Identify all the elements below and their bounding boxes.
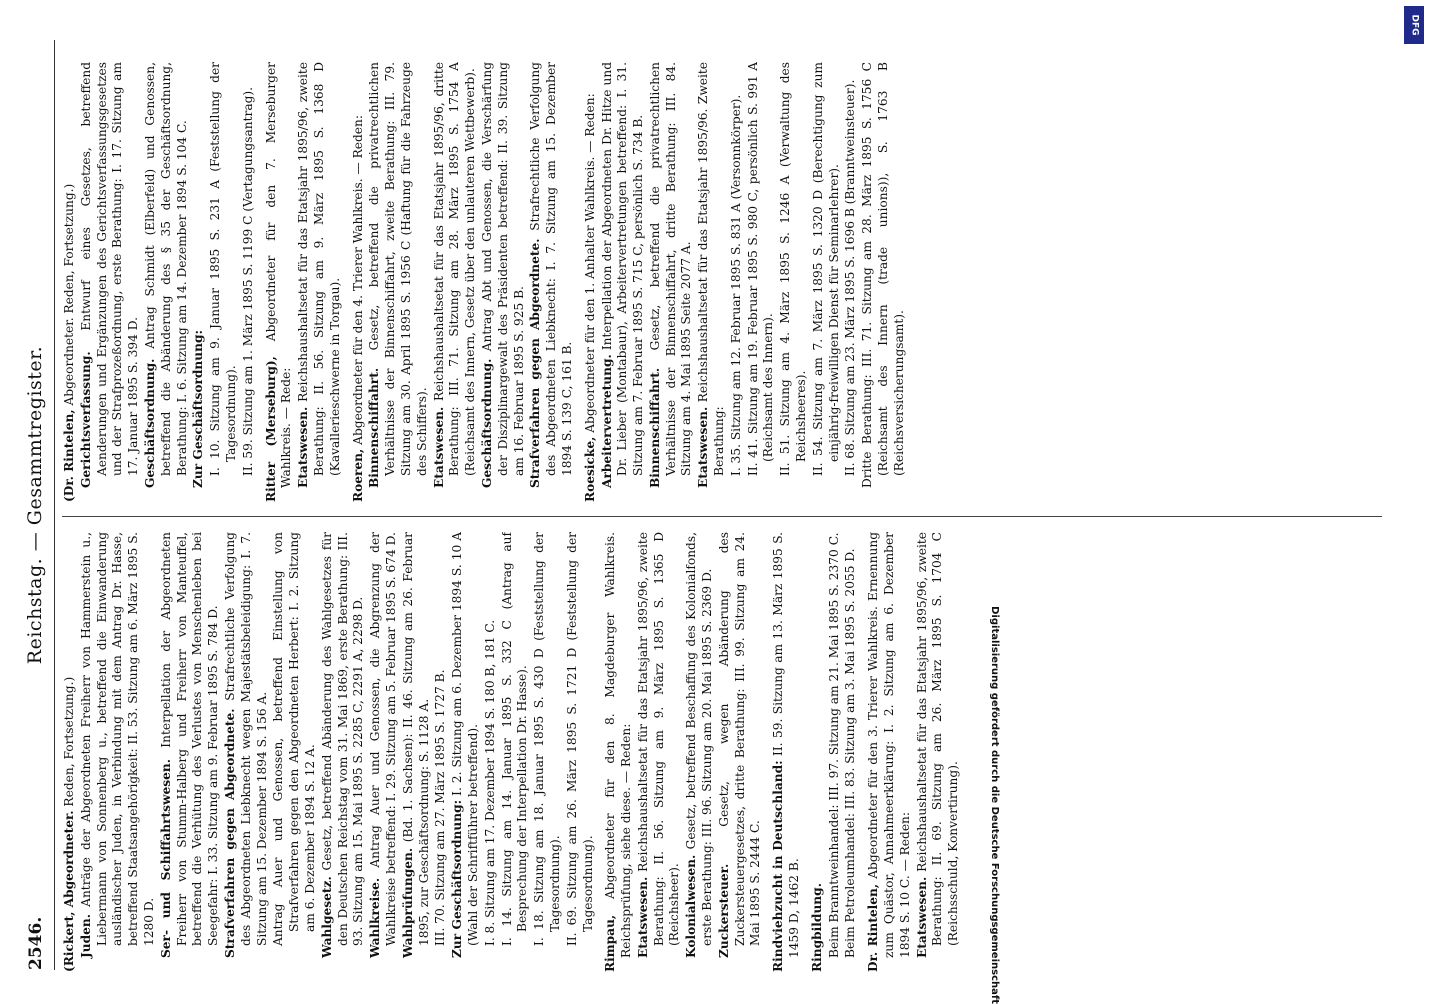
entry-heading: Ritter (Merseburg), (263, 356, 278, 502)
entry-text: III. 70. Sitzung am 27. März 1895 S. 1727 B. (433, 669, 448, 946)
entry-heading: Etatswesen. (914, 876, 929, 958)
entry-text: Reden, Fortsetzung.) (62, 676, 76, 807)
register-entry (79, 532, 158, 972)
register-entry (450, 532, 482, 972)
entry-text: I. 35. Sitzung am 12. Februar 1895 S. 831 A (Versonnkörper). (728, 94, 743, 476)
entry-text: II. 59. Sitzung am 1. März 1895 S. 1199 C (Vertagungsantrag). (240, 86, 255, 476)
entry-heading: Gerichtsverfassung. (78, 351, 93, 488)
entry-text: Abgeordneter für den 4. Trierer Wahlkreis. — Reden: (350, 115, 365, 445)
entry-text: I. 14. Sitzung am 14. Januar 1895 S. 332 C (Antrag auf Besprechung der Interpellation Dr. Hasse). (499, 532, 530, 946)
entry-heading: Strafverfahren gegen Abgeordnete. (528, 238, 543, 488)
register-entry (696, 62, 728, 502)
register-entry (483, 532, 499, 972)
entry-text: II. 54. Sitzung am 7. März 1895 S. 1320 D (Berechtigung zum einjährig-freiwilligen Dienst für Seminarlehrer). (810, 62, 841, 476)
register-entry (191, 62, 207, 502)
entry-heading: Kolonialwesen. (684, 854, 699, 958)
register-entry (636, 532, 683, 972)
register-entry (401, 532, 433, 972)
register-entry (159, 532, 222, 972)
register-entry (684, 532, 716, 972)
scanned-page (10, 10, 1402, 1000)
entry-heading: Wahlprüfungen. (400, 847, 415, 958)
register-entry (603, 532, 635, 972)
entry-text: Abgeordneter für den 3. Trierer Wahlkreis. Ernennung zum Quästor, Annahmeerklärung: I. 2. Sitzung am 6. Dezember 1894 S. 10 C. — Reden: (866, 532, 912, 958)
register-entry (480, 62, 527, 502)
entry-text: Abgeordneter für den 7. Merseburger Wahlkreis. — Rede: (263, 62, 294, 488)
entry-text: Abgeordneter für den 8. Magdeburger Wahlkreis. Reichsprüfung, siehe diese. — Reden: (603, 532, 634, 958)
entry-text: Reichshaushaltsetat für das Etatsjahr 1895/96. Zweite Berathung: (696, 62, 727, 476)
register-entry (810, 532, 826, 972)
entry-text: Reichshaushaltsetat für das Etatsjahr 1895/96, zweite Berathung: II. 69. Sitzung am 26. März 1895 S. 1704 C (Reichsschuld, Konvertirung). (914, 532, 961, 946)
register-entry (729, 62, 745, 502)
entry-text: Beim Petroleumhandel: III. 83. Sitzung am 3. Mai 1895 S. 2055 D. (843, 548, 858, 958)
register-entry (500, 532, 532, 972)
register-entry (432, 62, 479, 502)
digitization-note: Digitalisierung gefördert durch die Deutsche Forschungsgemeinschaft (989, 606, 1000, 1004)
register-entry (827, 532, 843, 972)
entry-heading: Binnenschiffahrt. (367, 367, 382, 488)
register-entry (367, 62, 430, 502)
entry-text: Gesetz, betreffend Beschaffung des Kolonialfonds, erste Berathung: III. 96. Sitzung am 20. Mai 1895 S. 2369 D. (684, 532, 715, 946)
register-entry (811, 62, 843, 502)
register-entry (320, 532, 367, 972)
entry-text: I. 10. Sitzung am 9. Januar 1895 S. 231 A (Feststellung der Tagesordnung). (208, 62, 238, 476)
entry-text: Antrag Schmidt (Elberfeld) und Genossen, betreffend die Abänderung des § 35 der Geschäftsordnung, Berathung: I. 6. Sitzung am 14. Dezember 1894 S. 104 C. (142, 62, 189, 476)
register-entry (778, 62, 810, 502)
entry-text: Gesetz, betreffend die privatrechtlichen Verhältnisse der Binnenschiffahrt, dritte Berathung: III. 84. Sitzung am 4. Mai 1895 Seite 2077 A. (647, 62, 694, 476)
register-entry (79, 62, 142, 502)
column-divider (62, 516, 1382, 517)
entry-text: Strafrechtliche Verfolgung des Abgeordneten Liebknecht wegen Majestätsbeleidigung: I. 7. Sitzung am 15. Dezember 1894 S. 156 A. (222, 532, 269, 946)
entry-heading: Etatswesen. (296, 406, 311, 488)
entry-text: II. 59. Sitzung am 13. März 1895 S. 1459 D, 1462 B. (771, 532, 802, 958)
entry-text: Antrag Abt und Genossen, die Verschärfung der Disziplinargewalt des Präsidenten betreffend: II. 39. Sitzung am 16. Februar 1895 S. 925 B. (479, 62, 526, 476)
register-entry (843, 532, 859, 972)
entry-text: I. 8. Sitzung am 17. Dezember 1894 S. 180 B, 181 C. (482, 619, 497, 946)
register-entry (208, 62, 240, 502)
entry-heading: Zuckersteuer. (716, 863, 731, 958)
entry-heading: Juden. (78, 913, 93, 958)
register-entry (433, 532, 449, 972)
entry-heading: Zur Geschäftsordnung: (450, 799, 465, 958)
entry-heading: Dr. Rintelen, (866, 883, 881, 972)
entry-text: Strafrechtliche Verfolgung des Abgeordneten Liebknecht: I. 7. Sitzung am 15. Dezember 1894 S. 139 C, 161 B. (528, 62, 574, 476)
entry-text: II. 51. Sitzung am 4. März 1895 S. 1246 A (Verwaltung des Reichsheeres). (778, 62, 809, 476)
register-entry (771, 532, 803, 972)
entry-text: Beim Branntweinhandel: III. 97. Sitzung am 21. Mai 1895 S. 2370 C. (826, 532, 841, 958)
register-entry (565, 532, 597, 972)
register-entry (600, 62, 647, 502)
entry-heading: Geschäftsordnung. (479, 358, 494, 488)
register-entry (915, 532, 962, 972)
register-entry (532, 532, 564, 972)
register-entry (62, 62, 78, 502)
header-rule (54, 40, 55, 970)
entry-text: Interpellation der Abgeordneten Freiherr von Stumm-Halberg und Freiherr von Manteuffel, betreffend die Verhütung des Verlustes von Menschenleben bei Seegefahr: I. 33. Sitzung am 9. Februar 1895 S. 784 D. (158, 532, 221, 946)
entry-heading: Etatswesen. (431, 406, 446, 488)
entry-heading: Strafverfahren gegen Abgeordnete. (222, 708, 237, 958)
entry-text: Entwurf eines Gesetzes, betreffend Aenderungen und Ergänzungen des Gerichtsverfassungsgesetzes und der Strafprozeßordnung, erste Berathung: I. 17. Sitzung am 17. Januar 1895 S. 394 D. (78, 62, 141, 476)
register-entry (746, 62, 778, 502)
register-entry (648, 62, 695, 502)
entry-heading: Etatswesen. (696, 406, 711, 488)
entry-heading: Etatswesen. (635, 876, 650, 958)
entry-text: Gesetz, betreffend Abänderung des Wahlgesetzes für den Deutschen Reichstag vom 31. Mai 1869, erste Berathung: III. 93. Sitzung am 15. Mai 1895 S. 2285 C, 2291 A, 2298 D. (319, 532, 366, 946)
dfg-logo: DFG (1404, 6, 1424, 44)
register-entry (241, 62, 257, 502)
entry-heading: Binnenschiffahrt. (647, 367, 662, 488)
left-column (62, 532, 1382, 972)
entry-text: II. 69. Sitzung am 26. März 1895 S. 1721 D (Feststellung der Tagesordnung). (564, 532, 595, 946)
entry-heading: Rimpau, (603, 914, 618, 972)
register-entry (62, 532, 78, 972)
entry-heading: Wahlgesetz. (319, 876, 334, 958)
entry-text: (Bd. 1. Sachsen): II. 46. Sitzung am 26. Februar 1895, zur Geschäftsordnung: S. 1128 A. (400, 532, 431, 946)
entry-text: Reichshaushaltsetat für das Etatsjahr 1895/96, zweite Berathung: II. 56. Sitzung am 9. März 1895 S. 1368 D (Kavallerieschwerne in Torgau). (296, 62, 342, 476)
entry-text: II. 68. Sitzung am 23. März 1895 S. 1696 B (Branntweinsteuer). (843, 79, 858, 476)
register-entry (143, 62, 190, 502)
entry-text: Reichshaushaltsetat für das Etatsjahr 1895/96, zweite Berathung: II. 56. Sitzung am 9. März 1895 S. 1365 D (Reichsheer). (635, 532, 682, 946)
entry-heading: Zur Geschäftsordnung: (191, 329, 206, 488)
entry-heading: Arbeitervertretung. (599, 354, 614, 488)
entry-heading: Roesicke, (582, 436, 597, 502)
register-entry (368, 532, 400, 972)
register-entry (296, 62, 343, 502)
entry-text: Gesetz, betreffend die privatrechtlichen Verhältnisse der Binnenschiffahrt, zweite Berathung: III. 79. Sitzung am 30. April 1895 S. 1956 C (Haftung für die Fahrzeuge des Schiffers). (367, 62, 429, 476)
entry-text: Interpellation der Abgeordneten Dr. Hitze und Dr. Lieber (Montabaur), Arbeitervertretungen betreffend: I. 31. Sitzung am 7. Februar 1895 S. 715 C, persönlich S. 734 B. (599, 62, 646, 476)
entry-heading: Wahlkreise. (368, 877, 383, 958)
register-entry (860, 62, 907, 502)
register-entry (223, 532, 270, 972)
register-entry (583, 62, 599, 502)
entry-text: I. 2. Sitzung am 6. Dezember 1894 S. 10 A (Wahl der Schriftführer betreffend). (450, 532, 480, 946)
page-title: Reichstag. — Gesammtregister. (24, 345, 46, 665)
entry-heading: Ringbildung. (809, 883, 824, 972)
entry-text: Anträge der Abgeordneten Freiherr von Hammerstein u., Liebermann von Sonnenberg u., betreffend die Einwanderung ausländischer Juden, in Verbindung mit dem Antrag Dr. Hasse, betreffend Staatsangehörigkeit: II. 53. Sitzung am 6. März 1895 S. 1280 D. (78, 532, 156, 946)
entry-heading: Ser- und Schiffahrtswesen. (158, 759, 173, 958)
entry-text: II. 41. Sitzung am 19. Februar 1895 S. 980 C, persönlich S. 991 A (Reichsamt des Innern). (745, 62, 776, 476)
entry-text: Antrag Auer und Genossen, betreffend Einstellung von Strafverfahren gegen den Abgeordneten Herbert: I. 2. Sitzung am 6. Dezember 1894 S. 12 A. (271, 532, 317, 946)
entry-text: Reichshaushaltsetat für das Etatsjahr 1895/96, dritte Berathung: III. 71. Sitzung am 28. März 1895 S. 1754 A (Reichsamt des Innern, Gesetz über den unlauteren Wettbewerb). (431, 62, 478, 476)
register-entry (271, 532, 318, 972)
register-entry (843, 62, 859, 502)
right-column (62, 62, 1382, 502)
entry-text: Antrag Auer und Genossen, die Abgrenzung der Wahlkreise betreffend: I. 29. Sitzung am 5. Februar 1895 S. 674 D. (368, 532, 398, 946)
entry-text: Abgeordneter für den 1. Anhalter Wahlkreis. — Reden: (582, 93, 597, 433)
register-entry (264, 62, 296, 502)
page-number: 2546. (26, 916, 46, 970)
entry-text: Abgeordneter. Reden, Fortsetzung.) (62, 183, 76, 406)
entry-text: I. 18. Sitzung am 18. Januar 1895 S. 430 D (Feststellung der Tagesordnung). (532, 532, 562, 946)
entry-heading: (Rickert, Abgeordneter. (62, 810, 76, 972)
entry-heading: Roeren, (350, 448, 365, 502)
register-entry (866, 532, 913, 972)
entry-heading: (Dr. Rintelen, (62, 409, 76, 502)
register-entry (351, 62, 367, 502)
page-header (20, 40, 54, 970)
entry-text: Dritte Berathung: III. 71. Sitzung am 28. März 1895 S. 1756 C (Reichsamt des Innern (trade unions)), S. 1763 B (Reichsversicherungsamt). (860, 62, 906, 488)
entry-heading: Geschäftsordnung. (142, 358, 157, 488)
entry-text: Gesetz, wegen Abänderung des Zuckersteuergesetzes, dritte Berathung: III. 99. Sitzung am 24. Mai 1895 S. 2444 C. (716, 532, 763, 946)
entry-heading: Rindviehzucht in Deutschland: (771, 760, 786, 972)
register-entry (717, 532, 764, 972)
register-entry (528, 62, 575, 502)
